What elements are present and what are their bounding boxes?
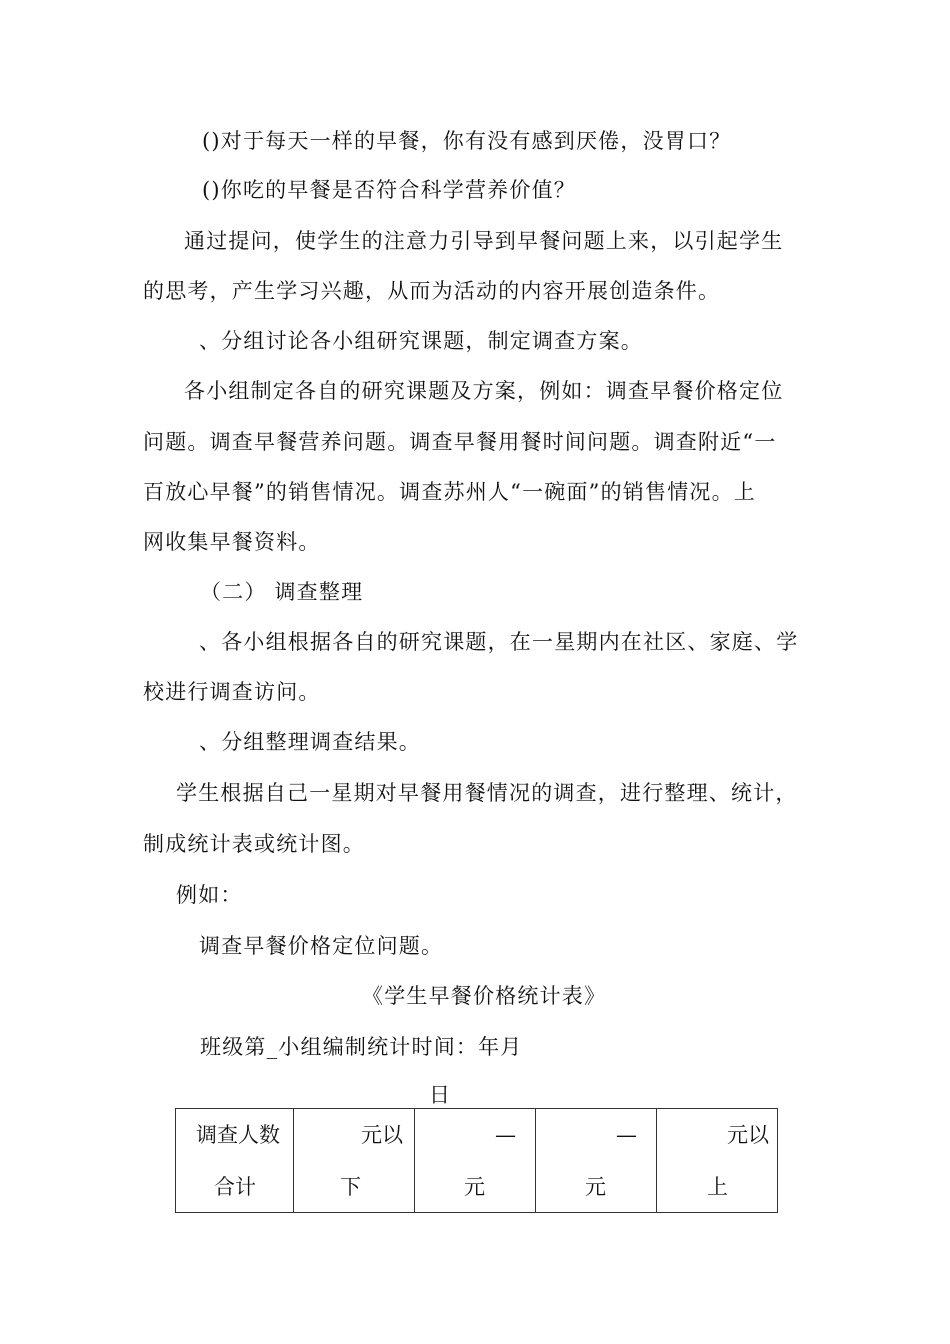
example-topic: 调查早餐价格定位问题。 [199, 934, 444, 958]
step-group-discussion: 、分组讨论各小组研究课题，制定调查方案。 [199, 329, 643, 353]
table-meta: 班级第_小组编制统计时间：年月 [200, 1035, 523, 1059]
cell-text-bottom: 下 [340, 1175, 361, 1199]
table-title: 《学生早餐价格统计表》 [362, 984, 607, 1008]
question-nutrition: ()你吃的早餐是否符合科学营养价值？ [202, 178, 576, 202]
paragraph-topics-line-2: 问题。调查早餐营养问题。调查早餐用餐时间问题。调查附近“一 [143, 430, 777, 454]
paragraph-statistics-line-2: 制成统计表或统计图。 [143, 832, 365, 856]
table-cell-price-below [294, 1109, 415, 1213]
cell-text-bottom: 元 [464, 1175, 485, 1199]
table-cell-price-range-1 [415, 1109, 536, 1213]
table-cell-price-range-2 [536, 1109, 657, 1213]
cell-text-top: 调查人数 [196, 1123, 280, 1147]
step-survey-line-1: 、各小组根据各自的研究课题，在一星期内在社区、家庭、学 [199, 630, 799, 654]
table-cell-price-above [657, 1109, 778, 1213]
table-meta-day: 日 [429, 1083, 452, 1107]
cell-text-top: — [495, 1123, 516, 1147]
price-statistics-table [175, 1108, 778, 1213]
paragraph-topics-line-1: 各小组制定各自的研究课题及方案，例如：调查早餐价格定位 [184, 379, 784, 403]
paragraph-questioning-line-2: 的思考，产生学习兴趣，从而为活动的内容开展创造条件。 [143, 279, 721, 303]
step-organize-results: 、分组整理调查结果。 [199, 730, 421, 754]
paragraph-topics-line-3: 百放心早餐”的销售情况。调查苏州人“一碗面”的销售情况。上 [143, 480, 757, 504]
step-survey-line-2: 校进行调查访问。 [143, 680, 321, 704]
cell-text-bottom: 合计 [214, 1175, 256, 1199]
table-row [176, 1109, 778, 1213]
example-label: 例如： [176, 883, 243, 907]
paragraph-statistics-line-1: 学生根据自己一星期对早餐用餐情况的调查，进行整理、统计， [176, 781, 798, 805]
cell-text-top: 元以 [361, 1123, 403, 1147]
question-boredom: ()对于每天一样的早餐，你有没有感到厌倦，没胃口？ [202, 129, 732, 153]
paragraph-topics-line-4: 网收集早餐资料。 [143, 530, 321, 554]
cell-text-bottom: 元 [585, 1175, 606, 1199]
cell-text-top: 元以 [727, 1123, 769, 1147]
section-heading-survey: （二） 调查整理 [200, 580, 364, 604]
paragraph-questioning-line-1: 通过提问，使学生的注意力引导到早餐问题上来，以引起学生 [184, 229, 784, 253]
cell-text-bottom: 上 [707, 1175, 728, 1199]
cell-text-top: — [616, 1123, 637, 1147]
table-cell-respondents [176, 1109, 294, 1213]
